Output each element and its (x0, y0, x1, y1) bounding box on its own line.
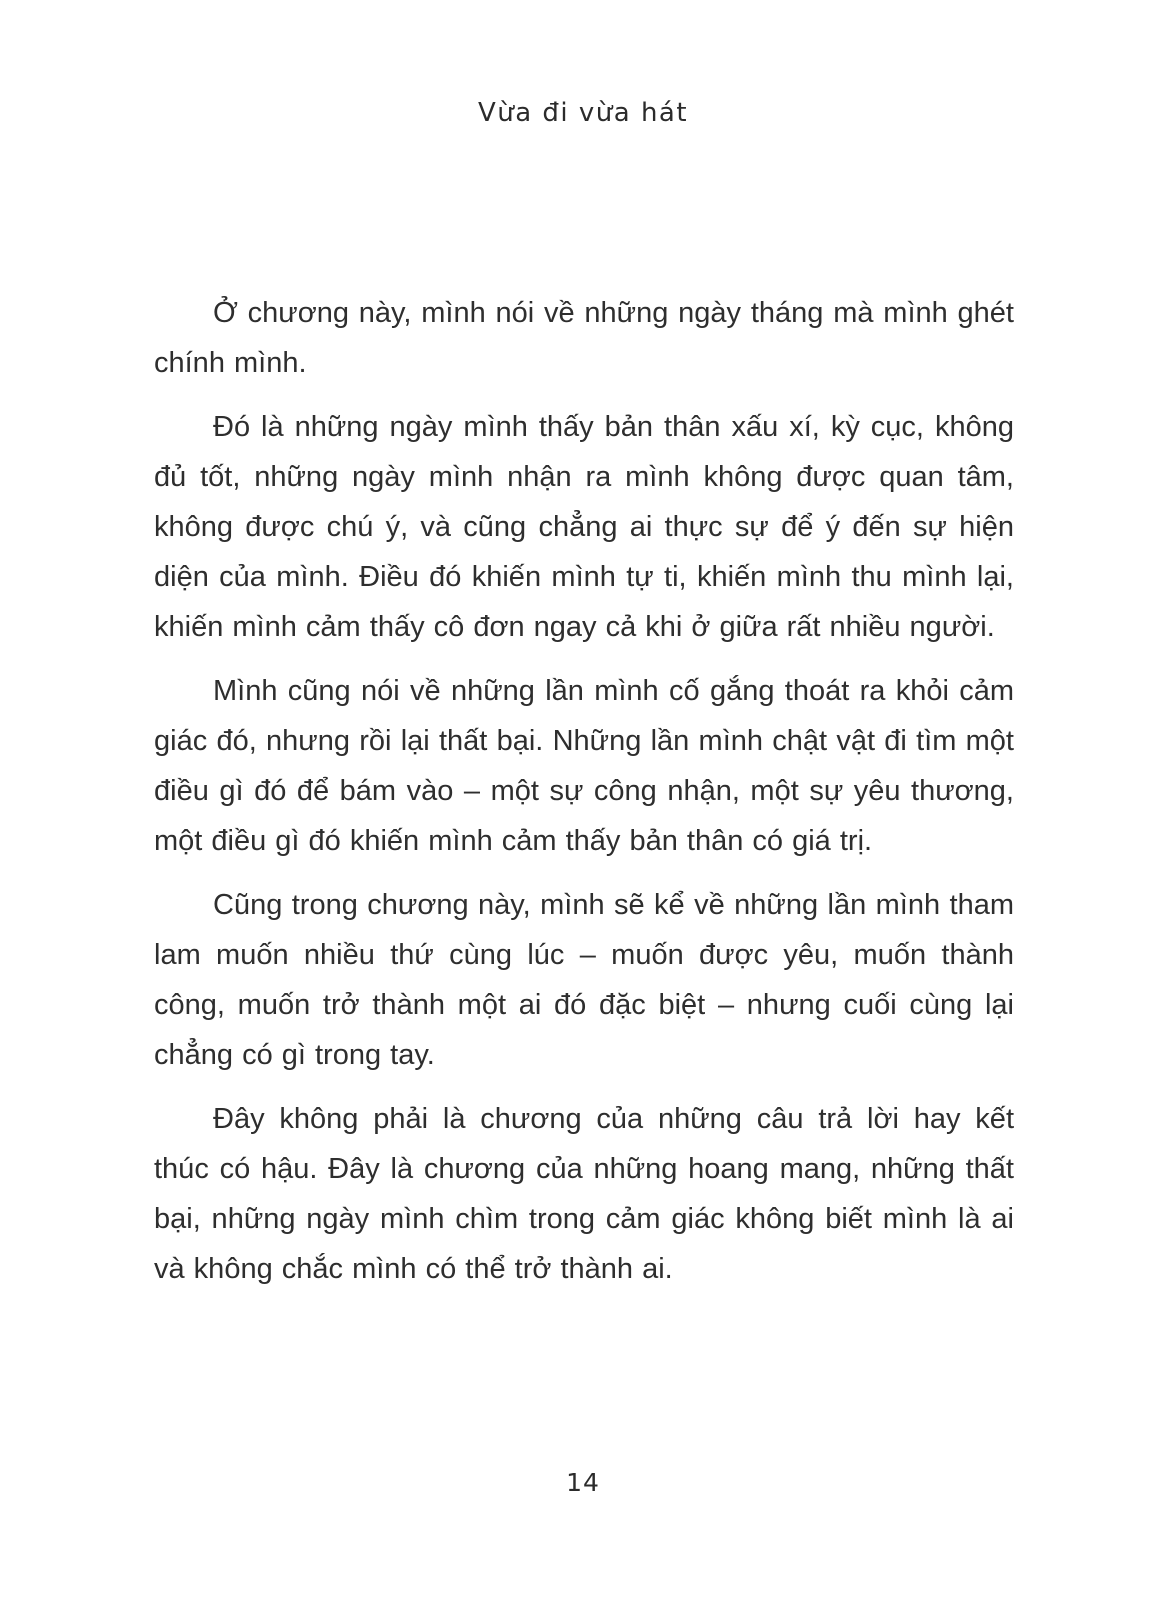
body-paragraph: Đây không phải là chương của những câu trả lời hay kết thúc có hậu. Đây là chương của những hoang mang, những thất bại, những ngày mình chìm trong cảm giác không biết mình là ai và không chắc mình có thể trở thành ai. (154, 1103, 1014, 1285)
page-number: 14 (566, 1468, 600, 1497)
body-paragraph: Mình cũng nói về những lần mình cố gắng thoát ra khỏi cảm giác đó, nhưng rồi lại thất bại. Những lần mình chật vật đi tìm một điều gì đó để bám vào – một sự công nhận, một sự yêu thương, một điều gì đó khiến mình cảm thấy bản thân có giá trị. (154, 675, 1014, 857)
body-paragraph: Ở chương này, mình nói về những ngày tháng mà mình ghét chính mình. (154, 297, 1014, 379)
body-paragraph: Cũng trong chương này, mình sẽ kể về những lần mình tham lam muốn nhiều thứ cùng lúc – muốn được yêu, muốn thành công, muốn trở thành một ai đó đặc biệt – nhưng cuối cùng lại chẳng có gì trong tay. (154, 889, 1014, 1071)
body-paragraph: Đó là những ngày mình thấy bản thân xấu xí, kỳ cục, không đủ tốt, những ngày mình nhận ra mình không được quan tâm, không được chú ý, và cũng chẳng ai thực sự để ý đến sự hiện diện của mình. Điều đó khiến mình tự ti, khiến mình thu mình lại, khiến mình cảm thấy cô đơn ngay cả khi ở giữa rất nhiều người. (154, 411, 1014, 643)
running-head: Vừa đi vừa hát (477, 98, 689, 128)
body-text-block (154, 288, 1014, 1308)
